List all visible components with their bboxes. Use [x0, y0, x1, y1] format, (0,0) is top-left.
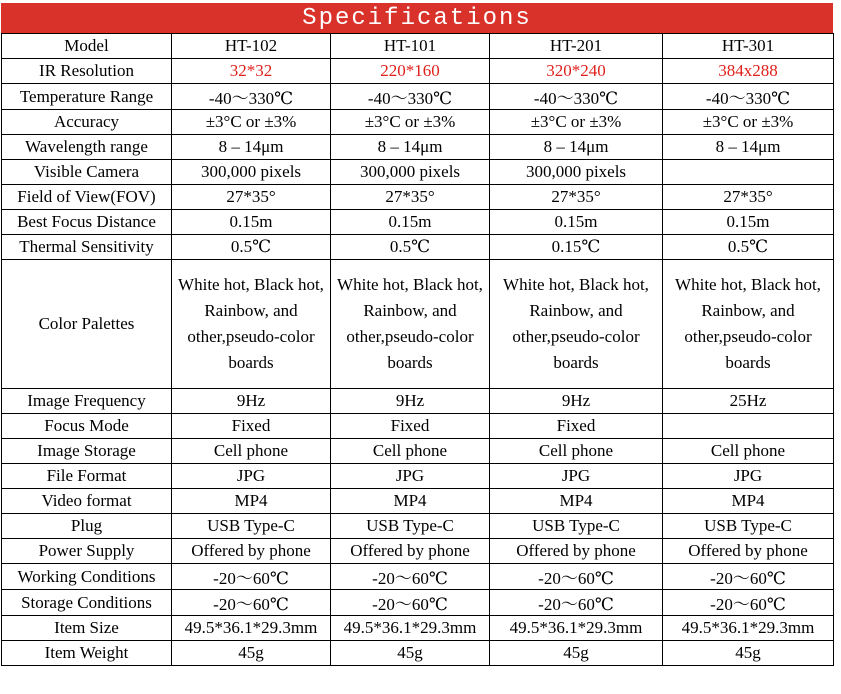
spec-label: Temperature Range [2, 84, 172, 110]
spec-value: White hot, Black hot, Rainbow, and other,pseudo-color boards [172, 260, 331, 389]
spec-value: MP4 [490, 489, 663, 514]
spec-value: White hot, Black hot, Rainbow, and other,pseudo-color boards [490, 260, 663, 389]
spec-value: 49.5*36.1*29.3mm [490, 616, 663, 641]
spec-value: White hot, Black hot, Rainbow, and other,pseudo-color boards [331, 260, 490, 389]
spec-value: 49.5*36.1*29.3mm [663, 616, 834, 641]
spec-value: 8 – 14μm [663, 135, 834, 160]
spec-value: HT-201 [490, 34, 663, 59]
spec-row [2, 439, 834, 464]
spec-value: 320*240 [490, 59, 663, 84]
spec-value: USB Type-C [331, 514, 490, 539]
spec-value: 9Hz [172, 389, 331, 414]
spec-row [2, 260, 834, 389]
spec-value: JPG [331, 464, 490, 489]
spec-value: 300,000 pixels [331, 160, 490, 185]
spec-label: Visible Camera [2, 160, 172, 185]
spec-value: MP4 [663, 489, 834, 514]
spec-value [663, 160, 834, 185]
spec-value: 0.5℃ [172, 235, 331, 260]
spec-value: Offered by phone [490, 539, 663, 564]
spec-value: -20～60℃ [172, 590, 331, 616]
spec-row [2, 34, 834, 59]
spec-title-banner: Specifications [1, 3, 833, 33]
spec-value: -20～60℃ [663, 590, 834, 616]
spec-label: Image Frequency [2, 389, 172, 414]
spec-label: Thermal Sensitivity [2, 235, 172, 260]
spec-value: Cell phone [331, 439, 490, 464]
spec-value: Offered by phone [663, 539, 834, 564]
spec-label: Video format [2, 489, 172, 514]
spec-value: -40～330℃ [663, 84, 834, 110]
spec-value: ±3°C or ±3% [663, 110, 834, 135]
spec-label: Plug [2, 514, 172, 539]
spec-value: 8 – 14μm [172, 135, 331, 160]
spec-table-body [2, 34, 834, 666]
spec-value: Fixed [331, 414, 490, 439]
spec-label: Image Storage [2, 439, 172, 464]
spec-value: 8 – 14μm [490, 135, 663, 160]
spec-value: HT-301 [663, 34, 834, 59]
spec-value: 0.5℃ [331, 235, 490, 260]
spec-row [2, 539, 834, 564]
spec-value: White hot, Black hot, Rainbow, and other,pseudo-color boards [663, 260, 834, 389]
spec-value: 49.5*36.1*29.3mm [172, 616, 331, 641]
spec-row [2, 84, 834, 110]
spec-value: 8 – 14μm [331, 135, 490, 160]
spec-value: 27*35° [172, 185, 331, 210]
spec-value: 0.15m [663, 210, 834, 235]
spec-value: 9Hz [331, 389, 490, 414]
spec-label: File Format [2, 464, 172, 489]
spec-row [2, 235, 834, 260]
spec-value: Fixed [172, 414, 331, 439]
spec-value: HT-102 [172, 34, 331, 59]
spec-row [2, 514, 834, 539]
spec-value: 45g [172, 641, 331, 666]
spec-value: Offered by phone [172, 539, 331, 564]
spec-value: JPG [490, 464, 663, 489]
spec-value: -20～60℃ [663, 564, 834, 590]
spec-value: 220*160 [331, 59, 490, 84]
spec-sheet [1, 3, 833, 666]
spec-value: 45g [331, 641, 490, 666]
spec-value: -40～330℃ [331, 84, 490, 110]
spec-label: Best Focus Distance [2, 210, 172, 235]
spec-value: ±3°C or ±3% [172, 110, 331, 135]
spec-value: 27*35° [663, 185, 834, 210]
spec-value: -20～60℃ [490, 590, 663, 616]
spec-value: -20～60℃ [331, 564, 490, 590]
spec-label: Accuracy [2, 110, 172, 135]
spec-value: 300,000 pixels [490, 160, 663, 185]
spec-value: 49.5*36.1*29.3mm [331, 616, 490, 641]
spec-label: Storage Conditions [2, 590, 172, 616]
spec-row [2, 489, 834, 514]
spec-value: 27*35° [331, 185, 490, 210]
spec-value: USB Type-C [172, 514, 331, 539]
spec-value: Offered by phone [331, 539, 490, 564]
spec-value: 0.15℃ [490, 235, 663, 260]
spec-row [2, 414, 834, 439]
spec-row [2, 616, 834, 641]
spec-row [2, 464, 834, 489]
spec-value: 45g [490, 641, 663, 666]
spec-row [2, 210, 834, 235]
spec-label: Item Weight [2, 641, 172, 666]
spec-row [2, 160, 834, 185]
spec-value: 0.15m [331, 210, 490, 235]
spec-value: 0.5℃ [663, 235, 834, 260]
spec-value: -20～60℃ [331, 590, 490, 616]
spec-value: USB Type-C [663, 514, 834, 539]
spec-value: 0.15m [172, 210, 331, 235]
spec-label: Color Palettes [2, 260, 172, 389]
spec-label: Power Supply [2, 539, 172, 564]
spec-value: -20～60℃ [172, 564, 331, 590]
spec-value: -40～330℃ [172, 84, 331, 110]
spec-label: Wavelength range [2, 135, 172, 160]
spec-table [1, 33, 834, 666]
spec-row [2, 564, 834, 590]
spec-row [2, 185, 834, 210]
spec-value: Cell phone [663, 439, 834, 464]
spec-value: 0.15m [490, 210, 663, 235]
spec-row [2, 110, 834, 135]
spec-label: Item Size [2, 616, 172, 641]
spec-value: -40～330℃ [490, 84, 663, 110]
spec-value: Cell phone [172, 439, 331, 464]
spec-value: USB Type-C [490, 514, 663, 539]
spec-label: Field of View(FOV) [2, 185, 172, 210]
spec-label: Model [2, 34, 172, 59]
spec-value: 27*35° [490, 185, 663, 210]
spec-value: 384x288 [663, 59, 834, 84]
spec-value [663, 414, 834, 439]
spec-value: -20～60℃ [490, 564, 663, 590]
spec-value: 45g [663, 641, 834, 666]
spec-value: MP4 [172, 489, 331, 514]
spec-value: JPG [172, 464, 331, 489]
spec-label: Focus Mode [2, 414, 172, 439]
spec-label: Working Conditions [2, 564, 172, 590]
spec-value: HT-101 [331, 34, 490, 59]
spec-label: IR Resolution [2, 59, 172, 84]
spec-row [2, 59, 834, 84]
spec-value: 25Hz [663, 389, 834, 414]
spec-value: Cell phone [490, 439, 663, 464]
spec-value: MP4 [331, 489, 490, 514]
spec-row [2, 135, 834, 160]
spec-row [2, 389, 834, 414]
spec-value: 300,000 pixels [172, 160, 331, 185]
spec-value: 9Hz [490, 389, 663, 414]
spec-value: Fixed [490, 414, 663, 439]
spec-value: JPG [663, 464, 834, 489]
spec-row [2, 641, 834, 666]
spec-row [2, 590, 834, 616]
spec-value: 32*32 [172, 59, 331, 84]
spec-value: ±3°C or ±3% [490, 110, 663, 135]
spec-value: ±3°C or ±3% [331, 110, 490, 135]
